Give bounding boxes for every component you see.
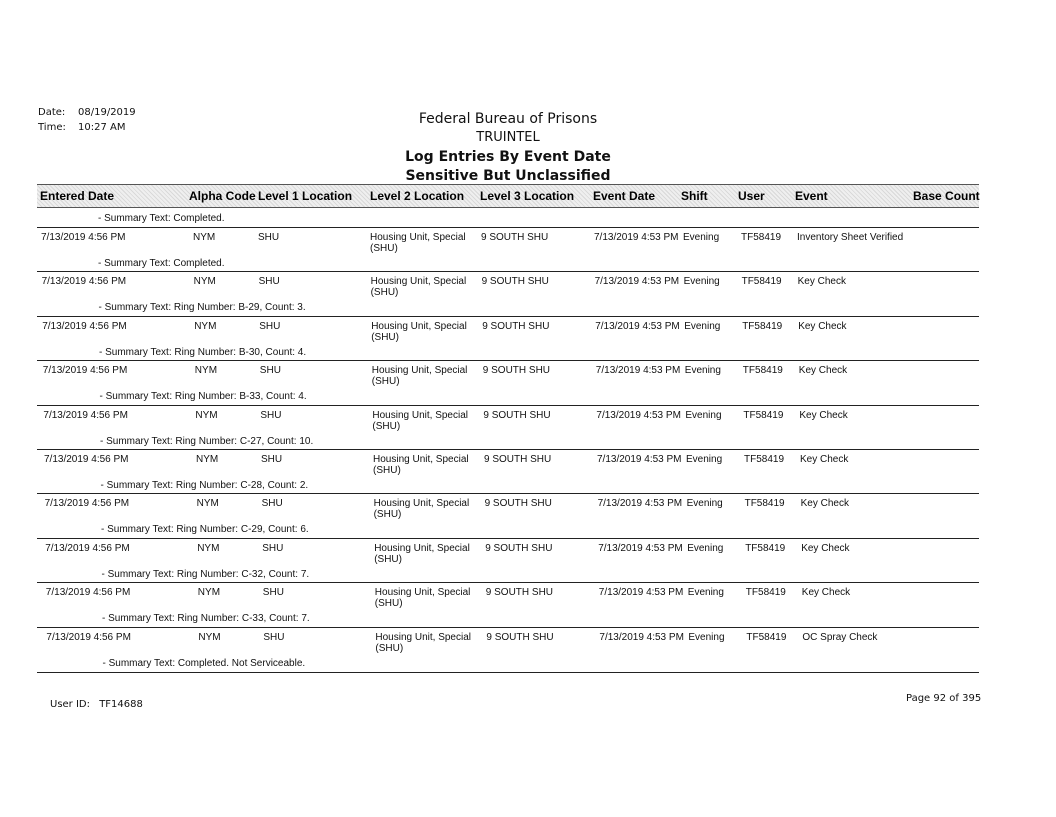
level1-location-cell: SHU xyxy=(258,276,280,288)
entered-date-cell: 7/13/2019 4:56 PM xyxy=(41,232,126,243)
level2-location-cell: Housing Unit, Special (SHU) xyxy=(374,542,470,565)
alpha-code-cell: NYM xyxy=(196,454,219,465)
row-divider xyxy=(37,360,979,361)
event-cell: Inventory Sheet Verified xyxy=(797,232,904,243)
shift-cell: Evening xyxy=(688,631,725,643)
col-user: User xyxy=(738,189,765,203)
table-bottom-rule xyxy=(37,672,979,673)
shift-cell: Evening xyxy=(686,498,723,510)
row-divider xyxy=(37,449,979,450)
event-date-cell: 7/13/2019 4:53 PM xyxy=(594,276,680,288)
user-cell: TF58419 xyxy=(741,276,782,288)
row-divider xyxy=(37,627,979,628)
col-alpha-code: Alpha Code xyxy=(189,189,256,203)
entered-date-cell: 7/13/2019 4:56 PM xyxy=(44,454,129,465)
level2-location-cell: Housing Unit, Special (SHU) xyxy=(370,232,466,254)
page-number: Page 92 of 395 xyxy=(906,693,982,704)
user-cell: TF58419 xyxy=(745,542,786,554)
user-cell: TF58419 xyxy=(744,498,785,510)
event-date-cell: 7/13/2019 4:53 PM xyxy=(598,587,684,599)
col-event-date: Event Date xyxy=(593,189,656,203)
alpha-code-cell: NYM xyxy=(194,320,217,332)
user-cell: TF58419 xyxy=(746,631,787,643)
level2-location-cell: Housing Unit, Special (SHU) xyxy=(374,587,471,610)
alpha-code-cell: NYM xyxy=(195,409,218,421)
event-date-cell: 7/13/2019 4:53 PM xyxy=(595,320,680,332)
entered-date-cell: 7/13/2019 4:56 PM xyxy=(46,631,131,643)
event-cell: Key Check xyxy=(800,454,849,465)
col-entered-date: Entered Date xyxy=(40,189,115,203)
level1-location-cell: SHU xyxy=(261,454,283,465)
row-divider xyxy=(37,271,979,272)
event-cell: Key Check xyxy=(801,542,850,554)
level1-location-cell: SHU xyxy=(261,498,283,510)
level3-location-cell: 9 SOUTH SHU xyxy=(484,454,552,465)
entered-date-cell: 7/13/2019 4:56 PM xyxy=(42,365,128,377)
level1-location-cell: SHU xyxy=(262,587,284,599)
row-divider xyxy=(37,582,979,583)
date-value: 08/19/2019 xyxy=(78,107,136,118)
level3-location-cell: 9 SOUTH SHU xyxy=(481,276,549,288)
event-date-cell: 7/13/2019 4:53 PM xyxy=(597,498,683,510)
summary-text: - Summary Text: Ring Number: B-33, Count: 4. xyxy=(99,391,307,403)
col-event: Event xyxy=(795,189,828,203)
alpha-code-cell: NYM xyxy=(197,587,221,599)
alpha-code-cell: NYM xyxy=(197,542,220,554)
col-level3-location: Level 3 Location xyxy=(480,189,575,203)
event-cell: Key Check xyxy=(797,276,846,288)
user-cell: TF58419 xyxy=(745,587,786,599)
event-date-cell: 7/13/2019 4:53 PM xyxy=(597,454,682,465)
level1-location-cell: SHU xyxy=(259,365,281,377)
entered-date-cell: 7/13/2019 4:56 PM xyxy=(41,276,127,288)
entered-date-cell: 7/13/2019 4:56 PM xyxy=(43,409,128,421)
level3-location-cell: 9 SOUTH SHU xyxy=(485,587,554,599)
event-date-cell: 7/13/2019 4:53 PM xyxy=(595,365,681,377)
level3-location-cell: 9 SOUTH SHU xyxy=(485,542,553,554)
summary-text: - Summary Text: Ring Number: C-28, Count: 2. xyxy=(100,480,309,491)
event-date-cell: 7/13/2019 4:53 PM xyxy=(594,232,679,243)
row-divider xyxy=(37,493,979,494)
row-divider xyxy=(37,538,979,539)
level1-location-cell: SHU xyxy=(258,232,280,243)
summary-text: - Summary Text: Ring Number: C-27, Count: 10. xyxy=(100,435,314,447)
level2-location-cell: Housing Unit, Special (SHU) xyxy=(375,631,471,654)
top-summary-text: - Summary Text: Completed. xyxy=(98,213,225,224)
system-title: TRUINTEL xyxy=(476,130,540,145)
level3-location-cell: 9 SOUTH SHU xyxy=(483,409,551,421)
level2-location-cell: Housing Unit, Special (SHU) xyxy=(372,409,468,432)
summary-text: - Summary Text: Completed. xyxy=(98,258,225,269)
level2-location-cell: Housing Unit, Special (SHU) xyxy=(371,365,468,388)
alpha-code-cell: NYM xyxy=(193,232,216,243)
level1-location-cell: SHU xyxy=(263,631,285,643)
footer-user-id xyxy=(50,699,143,710)
time-label: Time: xyxy=(38,122,66,133)
level3-location-cell: 9 SOUTH SHU xyxy=(484,498,552,510)
shift-cell: Evening xyxy=(684,365,721,377)
level1-location-cell: SHU xyxy=(262,542,284,554)
column-header-bar xyxy=(37,184,979,208)
summary-text: - Summary Text: Ring Number: C-32, Count: 7. xyxy=(101,568,310,580)
entered-date-cell: 7/13/2019 4:56 PM xyxy=(42,320,127,332)
report-title: Log Entries By Event Date xyxy=(405,149,611,165)
time-value: 10:27 AM xyxy=(78,122,126,133)
user-id-label: User ID: xyxy=(50,699,90,710)
col-level2-location: Level 2 Location xyxy=(370,189,465,203)
row-divider xyxy=(37,316,979,317)
event-date-cell: 7/13/2019 4:53 PM xyxy=(598,542,683,554)
user-cell: TF58419 xyxy=(743,409,784,421)
event-cell: Key Check xyxy=(801,587,851,599)
user-cell: TF58419 xyxy=(741,232,782,243)
col-level1-location: Level 1 Location xyxy=(258,189,353,203)
col-base-count: Base Count xyxy=(913,189,980,203)
level1-location-cell: SHU xyxy=(260,409,282,421)
alpha-code-cell: NYM xyxy=(194,365,218,377)
classification-title: Sensitive But Unclassified xyxy=(405,168,611,184)
user-cell: TF58419 xyxy=(742,365,783,377)
shift-cell: Evening xyxy=(685,409,722,421)
summary-text: - Summary Text: Ring Number: B-30, Count: 4. xyxy=(99,346,307,358)
agency-title: Federal Bureau of Prisons xyxy=(418,111,598,127)
event-cell: Key Check xyxy=(800,498,849,510)
summary-text: - Summary Text: Completed. Not Serviceable. xyxy=(102,657,306,669)
alpha-code-cell: NYM xyxy=(198,631,221,643)
alpha-code-cell: NYM xyxy=(196,498,219,510)
shift-cell: Evening xyxy=(687,542,724,554)
user-cell: TF58419 xyxy=(744,454,785,465)
event-date-cell: 7/13/2019 4:53 PM xyxy=(596,409,681,421)
entered-date-cell: 7/13/2019 4:56 PM xyxy=(44,498,130,510)
row-divider xyxy=(37,405,979,406)
level2-location-cell: Housing Unit, Special (SHU) xyxy=(373,498,470,521)
level2-location-cell: Housing Unit, Special (SHU) xyxy=(371,320,467,343)
summary-text: - Summary Text: Ring Number: C-29, Count: 6. xyxy=(101,524,309,536)
event-cell: OC Spray Check xyxy=(802,631,878,643)
shift-cell: Evening xyxy=(687,587,724,599)
level1-location-cell: SHU xyxy=(259,320,281,332)
shift-cell: Evening xyxy=(683,232,720,243)
entered-date-cell: 7/13/2019 4:56 PM xyxy=(45,587,131,599)
summary-text: - Summary Text: Ring Number: B-29, Count: 3. xyxy=(98,302,306,314)
level2-location-cell: Housing Unit, Special (SHU) xyxy=(370,276,467,299)
level2-location-cell: Housing Unit, Special (SHU) xyxy=(373,454,469,476)
event-cell: Key Check xyxy=(798,365,848,377)
event-cell: Key Check xyxy=(799,409,848,421)
level3-location-cell: 9 SOUTH SHU xyxy=(481,232,549,243)
level3-location-cell: 9 SOUTH SHU xyxy=(486,631,554,643)
shift-cell: Evening xyxy=(684,320,721,332)
event-date-cell: 7/13/2019 4:53 PM xyxy=(599,631,684,643)
summary-text: - Summary Text: Ring Number: C-33, Count: 7. xyxy=(102,613,310,625)
date-label: Date: xyxy=(38,107,66,118)
col-shift: Shift xyxy=(681,189,708,203)
shift-cell: Evening xyxy=(686,454,723,465)
level3-location-cell: 9 SOUTH SHU xyxy=(482,320,550,332)
user-cell: TF58419 xyxy=(742,320,783,332)
shift-cell: Evening xyxy=(683,276,720,288)
entered-date-cell: 7/13/2019 4:56 PM xyxy=(45,542,130,554)
alpha-code-cell: NYM xyxy=(193,276,216,288)
level3-location-cell: 9 SOUTH SHU xyxy=(482,365,551,377)
event-cell: Key Check xyxy=(798,320,847,332)
row-divider xyxy=(37,227,979,228)
user-id-value: TF14688 xyxy=(99,699,143,710)
